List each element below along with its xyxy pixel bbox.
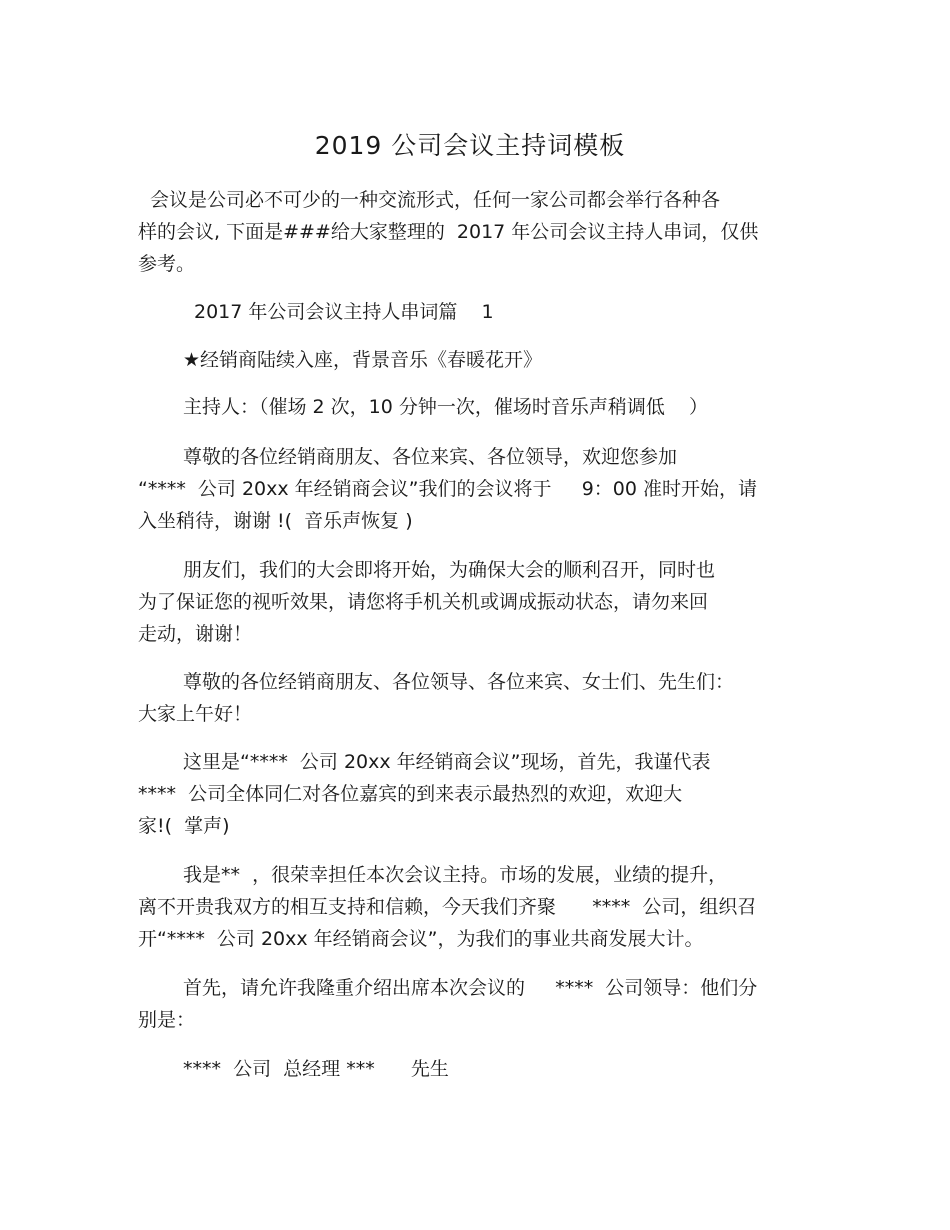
- text-line: 2017 年公司会议主持人串词篇 1: [194, 301, 494, 323]
- paragraph-host-note: [138, 391, 810, 423]
- text-line: 样的会议, 下面是###给大家整理的 2017 年公司会议主持人串词，仅供: [138, 221, 759, 243]
- text-line: 走动，谢谢！: [138, 623, 253, 645]
- text-line: 为了保证您的视听效果，请您将手机关机或调成振动状态，请勿来回: [138, 591, 709, 613]
- text-line: 离不开贵我双方的相互支持和信赖，今天我们齐聚 **** 公司，组织召: [138, 896, 757, 918]
- text-line: 入坐稍待，谢谢 !( 音乐声恢复 ): [138, 510, 413, 532]
- text-line: 这里是“**** 公司 20xx 年经销商会议”现场，首先，我谨代表: [183, 751, 711, 773]
- paragraph-music-cue: [138, 344, 810, 376]
- paragraph-venue: [138, 746, 810, 842]
- text-line: 尊敬的各位经销商朋友、各位领导、各位来宾、女士们、先生们：: [183, 671, 735, 693]
- text-line: 家!( 掌声): [138, 815, 230, 837]
- paragraph-leader-name: [138, 1053, 810, 1085]
- paragraph-notice: [138, 554, 810, 650]
- text-line: 朋友们，我们的大会即将开始，为确保大会的顺利召开，同时也: [183, 559, 716, 581]
- paragraph-intro: [138, 184, 810, 280]
- paragraph-welcome: [138, 441, 810, 537]
- paragraph-leaders-intro: [138, 972, 810, 1036]
- text-line: 开“**** 公司 20xx 年经销商会议”，为我们的事业共商发展大计。: [138, 928, 704, 950]
- text-line: 大家上午好！: [138, 703, 253, 725]
- text-line: 会议是公司必不可少的一种交流形式，任何一家公司都会举行各种各: [150, 189, 721, 211]
- paragraph-greeting: [138, 666, 810, 730]
- text-line: “**** 公司 20xx 年经销商会议”我们的会议将于 9：00 准时开始，请: [138, 478, 758, 500]
- text-line: 参考。: [138, 253, 196, 275]
- section-heading: [138, 296, 810, 328]
- document-title: 2019 公司会议主持词模板: [314, 131, 626, 160]
- text-line: 主持人：（催场 2 次，10 分钟一次，催场时音乐声稍调低 ）: [183, 396, 709, 418]
- paragraph-host-intro: [138, 859, 810, 955]
- text-line: 尊敬的各位经销商朋友、各位来宾、各位领导，欢迎您参加: [183, 446, 678, 468]
- text-line: **** 公司 总经理 *** 先生: [183, 1058, 449, 1080]
- text-line: 首先，请允许我隆重介绍出席本次会议的 **** 公司领导：他们分: [183, 977, 758, 999]
- text-line: **** 公司全体同仁对各位嘉宾的到来表示最热烈的欢迎，欢迎大: [138, 783, 683, 805]
- text-line: ★经销商陆续入座，背景音乐《春暖花开》: [183, 349, 543, 371]
- text-line: 别是：: [138, 1009, 196, 1031]
- text-line: 我是** ，很荣幸担任本次会议主持。市场的发展，业绩的提升，: [183, 864, 728, 886]
